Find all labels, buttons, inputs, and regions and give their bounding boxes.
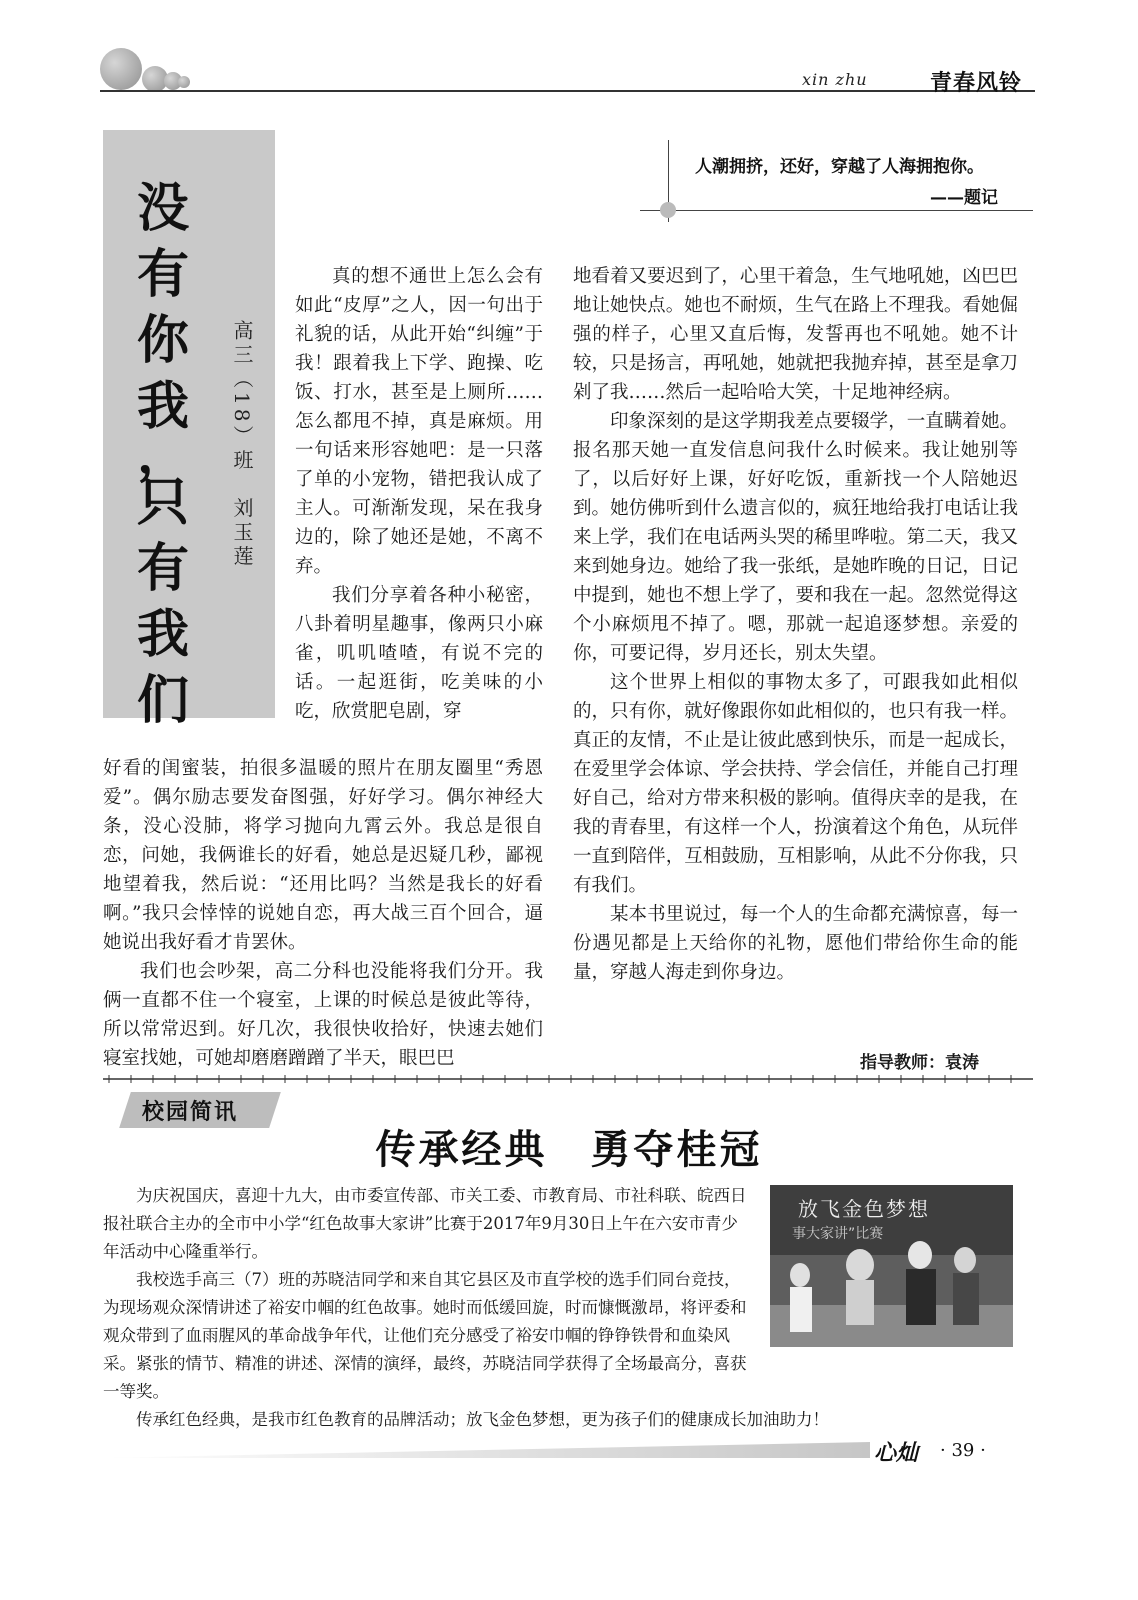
title-char: 我: [136, 377, 189, 437]
article-column-left-top: [295, 262, 543, 726]
column-title: 青春风铃: [930, 71, 1023, 96]
magazine-name: 心灿: [874, 1440, 919, 1466]
title-char: 有: [136, 245, 189, 305]
article-column-left-bottom: [103, 754, 543, 1073]
article-author: 高三（18）班 刘玉莲: [230, 320, 254, 570]
epigraph-attribution: ——题记: [930, 188, 998, 208]
decor-ball-large-icon: [100, 48, 142, 90]
article-column-right: [573, 262, 1018, 987]
paragraph: 真的想不通世上怎么会有如此“皮厚”之人，因一句出于礼貌的话，从此开始“纠缠”于我！跟着我上下学、跑操、吃饭、打水，甚至是上厕所……怎么都甩不掉，真是麻烦。用一句话来形容她吧：是一只落了单的小宠物，错把我认成了主人。可渐渐发现，呆在我身边的，除了她还是她，不离不弃。: [295, 266, 543, 577]
paragraph: 某本书里说过，每一个人的生命都充满惊喜，每一份遇见都是上天给你的礼物，愿他们带给你生命的能量，穿越人海走到你身边。: [573, 904, 1018, 983]
section-divider: [103, 1074, 1033, 1084]
page-number: · 39 ·: [940, 1440, 986, 1461]
footer-wedge: [100, 1442, 870, 1458]
paragraph: 好看的闺蜜装，拍很多温暖的照片在朋友圈里“秀恩爱”。偶尔励志要发奋图强，好好学习。偶尔神经大条，没心没肺，将学习抛向九霄云外。我总是很自恋，问她，我俩谁长的好看，她总是迟疑几秒，鄙视地望着我，然后说：“还用比吗？当然是我长的好看啊。”我只会悻悻的说她自恋，再大战三百个回合，逼她说出我好看才肯罢休。: [103, 758, 543, 953]
news-paragraph: 传承红色经典，是我市红色教育的品牌活动；放飞金色梦想，更为孩子们的健康成长加油助力！: [136, 1410, 829, 1429]
teacher-credit: 指导教师：袁涛: [860, 1053, 979, 1073]
title-char: 我: [136, 605, 189, 665]
decor-ball-small-icon: [178, 76, 190, 88]
news-body: [103, 1182, 1033, 1434]
title-char: 有: [136, 539, 189, 599]
paragraph: 地看着又要迟到了，心里干着急，生气地吼她，凶巴巴地让她快点。她也不耐烦，生气在路上不理我。看她倔强的样子，心里又直后悔，发誓再也不吼她。她不计较，只是扬言，再吼她，她就把我抛弃掉，甚至是拿刀剁了我……然后一起哈哈大笑，十足地神经病。: [573, 266, 1018, 403]
photo-banner-text: 放飞金色梦想: [798, 1197, 930, 1221]
paragraph: 这个世界上相似的事物太多了，可跟我如此相似的，只有你，就好像跟你如此相似的，也只有我一样。真正的友情，不止是让彼此感到快乐，而是一起成长，在爱里学会体谅、学会扶持、学会信任，并能自己打理好自己，给对方带来积极的影响。值得庆幸的是我，在我的青春里，有这样一个人，扮演着这个角色，从玩伴一直到陪伴，互相鼓励，互相影响，从此不分你我，只有我们。: [573, 672, 1018, 896]
news-paragraph: 为庆祝国庆，喜迎十九大，由市委宣传部、市关工委、市教育局、市社科联、皖西日报社联合主办的全市中小学“红色故事大家讲”比赛于2017年9月30日上午在六安市青少年活动中心隆重举行。: [103, 1186, 747, 1261]
header-pinyin: xin zhu: [802, 70, 868, 89]
news-paragraph: 我校选手高三（7）班的苏晓洁同学和来自其它县区及市直学校的选手们同台竞技，为现场观众深情讲述了裕安巾帼的红色故事。她时而低缓回旋，时而慷慨激昂，将评委和观众带到了血雨腥风的革命战争年代，让他们充分感受了裕安巾帼的铮铮铁骨和血染风采。紧张的情节、精准的讲述、深情的演绎，最终，苏晓洁同学获得了全场最高分，喜获一等奖。: [103, 1270, 747, 1401]
epigraph-text: 人潮拥挤，还好，穿越了人海拥抱你。: [695, 157, 984, 177]
article-title: [120, 176, 206, 734]
header-rule: [100, 90, 1035, 92]
title-char: 只: [136, 473, 189, 533]
epigraph-horizontal-rule: [640, 210, 1033, 211]
photo-banner-subtext: 事大家讲”比赛: [792, 1226, 884, 1242]
paragraph: 我们也会吵架，高二分科也没能将我们分开。我俩一直都不住一个寝室，上课的时候总是彼此等待，所以常常迟到。好几次，我很快收拾好，快速去她们寝室找她，可她却磨磨蹭蹭了半天，眼巴巴: [103, 961, 543, 1069]
title-char: 们: [136, 671, 189, 731]
epigraph-dot-icon: [660, 202, 676, 218]
news-tag: 校园简讯: [142, 1100, 239, 1125]
news-headline: 传承经典 勇夺桂冠: [375, 1126, 763, 1173]
title-char: 你: [136, 311, 189, 371]
title-char: ，: [136, 425, 189, 485]
paragraph: 印象深刻的是这学期我差点要辍学，一直瞒着她。报名那天她一直发信息问我什么时候来。我让她别等了，以后好好上课，好好吃饭，重新找一个人陪她迟到。她仿佛听到什么遗言似的，疯狂地给我打电话让我来上学，我们在电话两头哭的稀里哗啦。第二天，我又来到她身边。她给了我一张纸，是她昨晚的日记，日记中提到，她也不想上学了，要和我在一起。忽然觉得这个小麻烦甩不掉了。嗯，那就一起追逐梦想。亲爱的你，可要记得，岁月还长，别太失望。: [573, 411, 1018, 664]
title-char: 没: [136, 179, 189, 239]
paragraph: 我们分享着各种小秘密，八卦着明星趣事，像两只小麻雀，叽叽喳喳，有说不完的话。一起逛街，吃美味的小吃，欣赏肥皂剧，穿: [295, 585, 543, 722]
